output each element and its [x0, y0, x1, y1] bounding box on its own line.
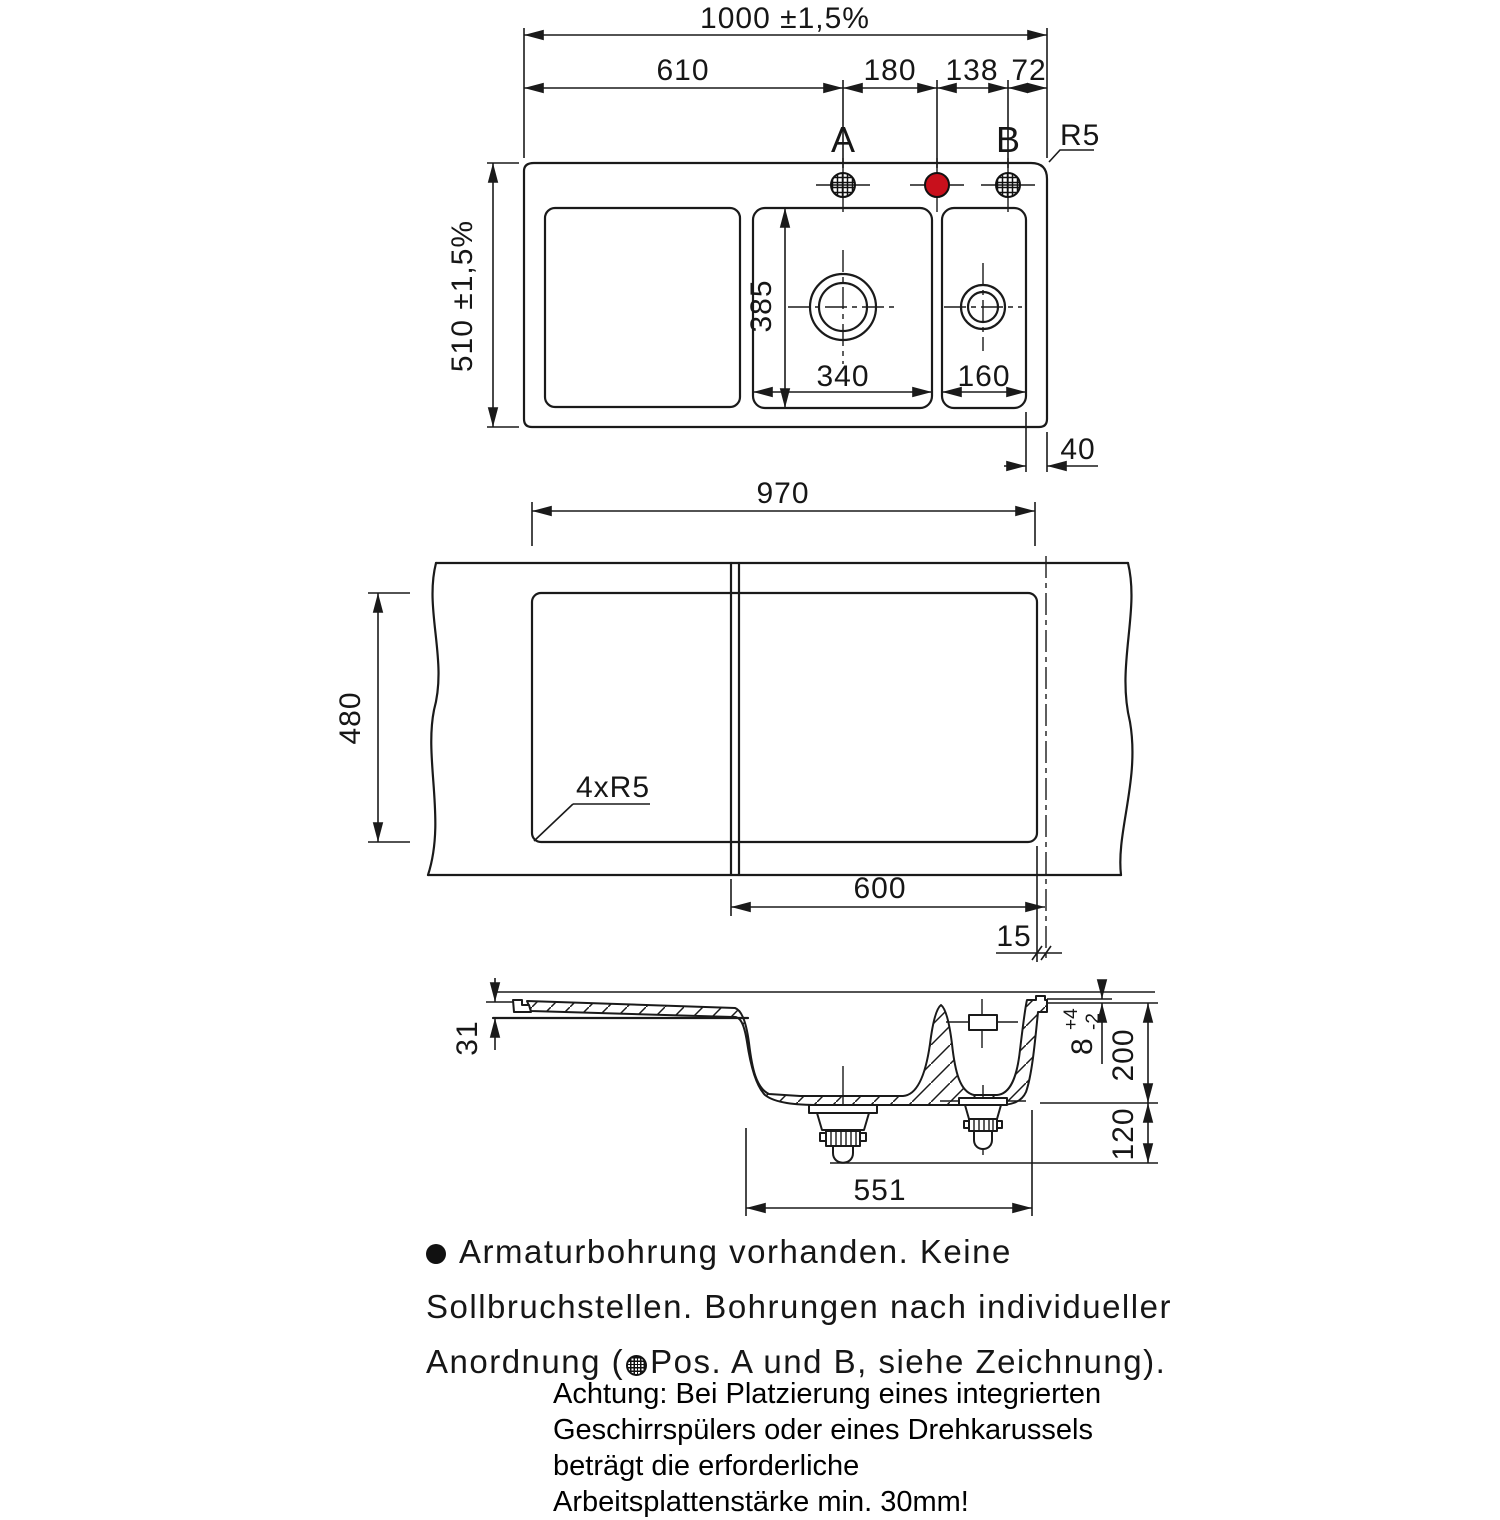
cutout-radius-callout	[534, 771, 650, 841]
dim-8-tolerance	[1047, 982, 1158, 1064]
dim-31	[451, 978, 513, 1056]
small-drain-symbol	[944, 263, 1022, 351]
drilling-note	[426, 1224, 1186, 1389]
hole-b-label: B	[995, 119, 1021, 160]
dim-cutout-depth	[334, 593, 410, 842]
bullet-icon	[426, 1244, 446, 1264]
svg-text:200: 200	[1107, 1028, 1140, 1082]
svg-text:40: 40	[1060, 433, 1096, 466]
sink-section-profile	[527, 996, 1047, 1105]
dim-small-bowl-width	[942, 360, 1026, 393]
svg-text:15: 15	[996, 920, 1032, 953]
dim-15	[996, 846, 1062, 962]
worktop-left-break-line	[428, 563, 439, 875]
hole-a-label: A	[830, 119, 856, 160]
svg-text:340: 340	[816, 360, 870, 393]
warning-note	[553, 1376, 1113, 1520]
main-drain-assembly	[809, 1066, 877, 1163]
top-view-drawing	[446, 2, 1100, 472]
svg-text:R5: R5	[1060, 119, 1101, 152]
tap-hole-section-symbol	[946, 999, 1018, 1048]
svg-text:551: 551	[853, 1174, 907, 1207]
svg-text:600: 600	[853, 872, 907, 905]
svg-text:1000 ±1,5%: 1000 ±1,5%	[700, 2, 870, 35]
hatched-hole-icon	[626, 1355, 647, 1376]
dim-hole-positions	[524, 54, 1047, 168]
dim-600	[731, 872, 1045, 916]
warning-line3: beträgt die erforderliche	[553, 1450, 860, 1482]
svg-text:970: 970	[756, 477, 810, 510]
svg-text:385: 385	[745, 279, 778, 333]
worktop-right-break-line	[1120, 563, 1132, 875]
svg-text:610: 610	[656, 54, 710, 87]
drilling-note-line3: Anordnung ( Pos. A und B, siehe Zeichnung).	[426, 1343, 1167, 1380]
svg-text:+4: +4	[1061, 1008, 1082, 1030]
dim-total-depth	[446, 163, 519, 427]
warning-line4: Arbeitsplattenstärke min. 30mm!	[553, 1486, 969, 1518]
svg-text:510 ±1,5%: 510 ±1,5%	[446, 219, 479, 373]
main-drain-symbol	[788, 250, 898, 364]
svg-text:-2: -2	[1083, 1013, 1104, 1030]
svg-text:480: 480	[334, 691, 367, 745]
cutout-view-drawing	[334, 477, 1132, 962]
dim-main-bowl-width	[753, 360, 932, 393]
warning-line1: Achtung: Bei Platzierung eines integrierten	[553, 1378, 1102, 1410]
svg-text:8: 8	[1066, 1037, 1099, 1055]
svg-text:120: 120	[1107, 1107, 1140, 1161]
svg-text:31: 31	[451, 1020, 484, 1056]
corner-radius-callout	[1049, 119, 1100, 162]
dim-edge-40	[1004, 412, 1098, 472]
svg-text:138: 138	[945, 54, 999, 87]
drainboard-outline	[545, 208, 740, 407]
dim-bowl-depth	[745, 208, 785, 408]
svg-text:4xR5: 4xR5	[576, 771, 651, 804]
warning-line2: Geschirrspülers oder eines Drehkarussels	[553, 1414, 1093, 1446]
drilling-note-line1: Armaturbohrung vorhanden. Keine	[426, 1224, 1186, 1279]
dim-cutout-width	[532, 477, 1035, 546]
section-view-drawing	[451, 978, 1158, 1216]
drilling-note-line2: Sollbruchstellen. Bohrungen nach individueller	[426, 1288, 1172, 1325]
svg-text:72: 72	[1011, 54, 1047, 87]
svg-text:160: 160	[957, 360, 1011, 393]
svg-text:180: 180	[863, 54, 917, 87]
